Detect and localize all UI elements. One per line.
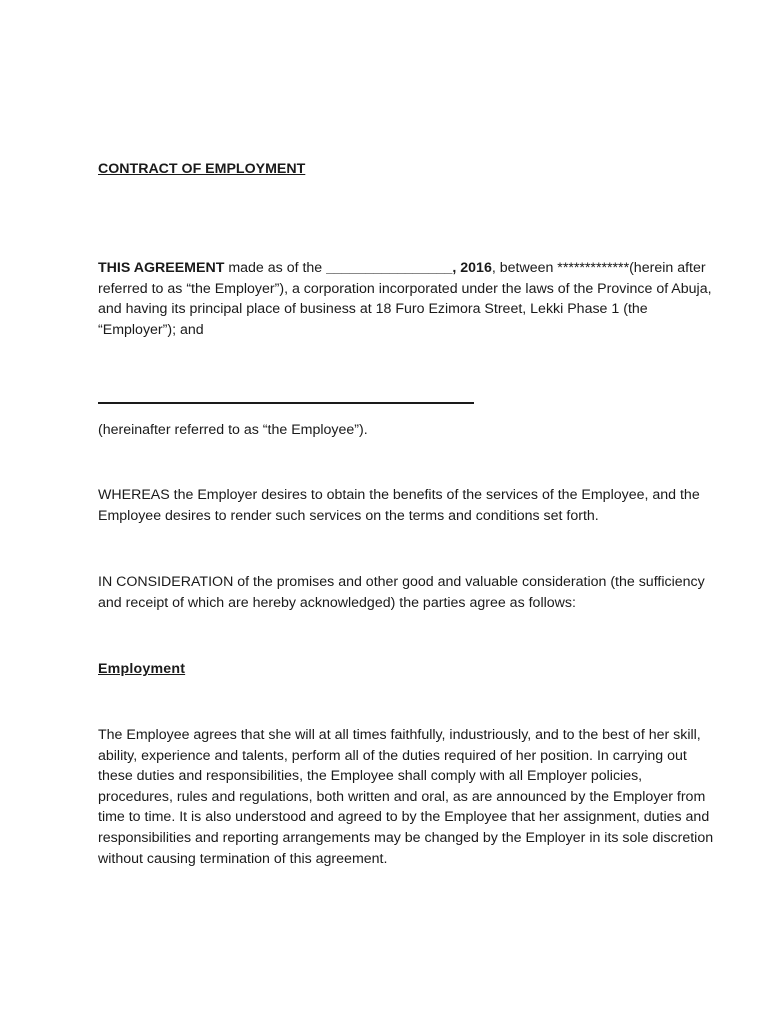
- agreement-date-blank: ________________, 2016: [326, 260, 492, 276]
- agreement-paragraph: [98, 258, 718, 340]
- employment-duties-paragraph: The Employee agrees that she will at all times faithfully, industriously, and to the best of her skill, ability, experience and talents, perform all of the duties required of her position. In carrying out these duties and responsibilities, the Employee shall comply with all Employer policies, procedures, rules and regulations, both written and oral, as are announced by the Employer from time to time. It is also understood and agreed to by the Employee that her assignment, duties and responsibilities and reporting arrangements may be changed by the Employer in its sole discretion without causing termination of this agreement.: [98, 727, 714, 867]
- whereas-paragraph: WHEREAS the Employer desires to obtain the benefits of the services of the Employee, and the Employee desires to render such services on the terms and conditions set forth.: [98, 487, 700, 524]
- section-heading-employment: Employment: [98, 661, 186, 677]
- document-title: CONTRACT OF EMPLOYMENT: [98, 161, 306, 177]
- signature-rule: [98, 402, 474, 404]
- employee-name-blank: [98, 384, 474, 404]
- agreement-made-as-of: made as of the: [224, 260, 327, 276]
- employee-reference: (hereinafter referred to as “the Employee”).: [98, 422, 368, 438]
- consideration-paragraph: IN CONSIDERATION of the promises and other good and valuable consideration (the sufficiency and receipt of which are hereby acknowledged) the parties agree as follows:: [98, 574, 705, 611]
- agreement-lead: THIS AGREEMENT: [98, 260, 225, 276]
- agreement-between-text: , between *************(herein after referred to as “the Employer”), a corporation incorporated under the laws of the Province of Abuja, and having its principal place of business at 18 Furo Ezimora Street, Lekki Phase 1 (the “Employer”); and: [98, 260, 712, 338]
